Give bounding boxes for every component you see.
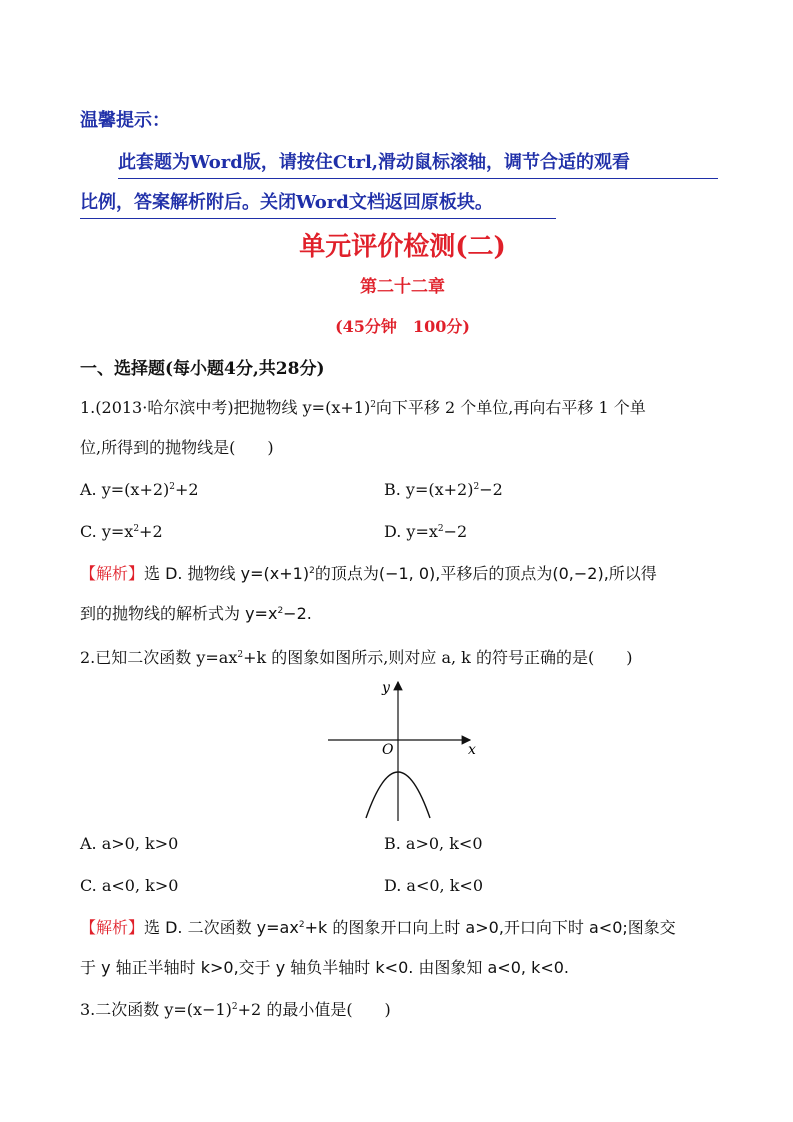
q1-option-a: A. $y=(x+2)^2+2$: [80, 480, 199, 499]
q2-stem: 2.已知二次函数 $y=ax^2+k$ 的图象如图所示,则对应 a, k 的符号正确的是( ): [80, 648, 633, 667]
x-axis-label: x: [468, 742, 476, 758]
q2-analysis-line2: 于 y 轴正半轴时 k>0,交于 y 轴负半轴时 k<0. 由图象知 a<0, k<0.: [80, 958, 570, 977]
analysis-label: 【解析】: [80, 564, 145, 583]
q2-option-b: B. a>0, k<0: [384, 834, 483, 853]
q1-option-d: D. $y=x^2-2$: [384, 522, 468, 541]
q3-stem: 3.二次函数 $y=(x-1)^2+2$ 的最小值是( ): [80, 1000, 391, 1019]
time-score-label: (45分钟 100分): [335, 317, 470, 336]
tip-line-1: 此套题为Word版，请按住Ctrl,滑动鼠标滚轴，调节合适的观看: [118, 148, 718, 179]
parabola-figure: [320, 676, 490, 826]
q1-analysis-line1: 【解析】选 D. 抛物线 $y=(x+1)^2$的顶点为(−1, 0),平移后的顶点为(0,−2),所以得: [80, 564, 657, 583]
q1-stem-line2: 位,所得到的抛物线是( ): [80, 438, 274, 457]
page-title: 单元评价检测(二): [299, 232, 506, 262]
y-axis-label: y: [382, 680, 390, 696]
tip-line-2: 比例，答案解析附后。关闭Word文档返回原板块。: [80, 188, 556, 219]
q1-stem-line1: 1.(2013·哈尔滨中考)把抛物线 $y=(x+1)^2$向下平移 2 个单位,再向右平移 1 个单: [80, 398, 646, 417]
q1-analysis-line2: 到的抛物线的解析式为 $y=x^2-2$.: [80, 604, 312, 623]
chapter-label: 第二十二章: [360, 277, 445, 297]
origin-label: O: [382, 742, 394, 758]
q2-option-a: A. a>0, k>0: [80, 834, 179, 853]
section-heading: 一、选择题(每小题4分,共28分): [80, 359, 325, 379]
tip-title: 温馨提示：: [80, 110, 170, 131]
q1-option-c: C. $y=x^2+2$: [80, 522, 163, 541]
q2-option-c: C. a<0, k>0: [80, 876, 179, 895]
q2-option-d: D. a<0, k<0: [384, 876, 484, 895]
q2-analysis-line1: 【解析】选 D. 二次函数 $y=ax^2+k$ 的图象开口向上时 a>0,开口向下时 a<0;图象交: [80, 918, 676, 937]
q1-option-b: B. $y=(x+2)^2-2$: [384, 480, 503, 499]
analysis-label: 【解析】: [80, 918, 145, 937]
